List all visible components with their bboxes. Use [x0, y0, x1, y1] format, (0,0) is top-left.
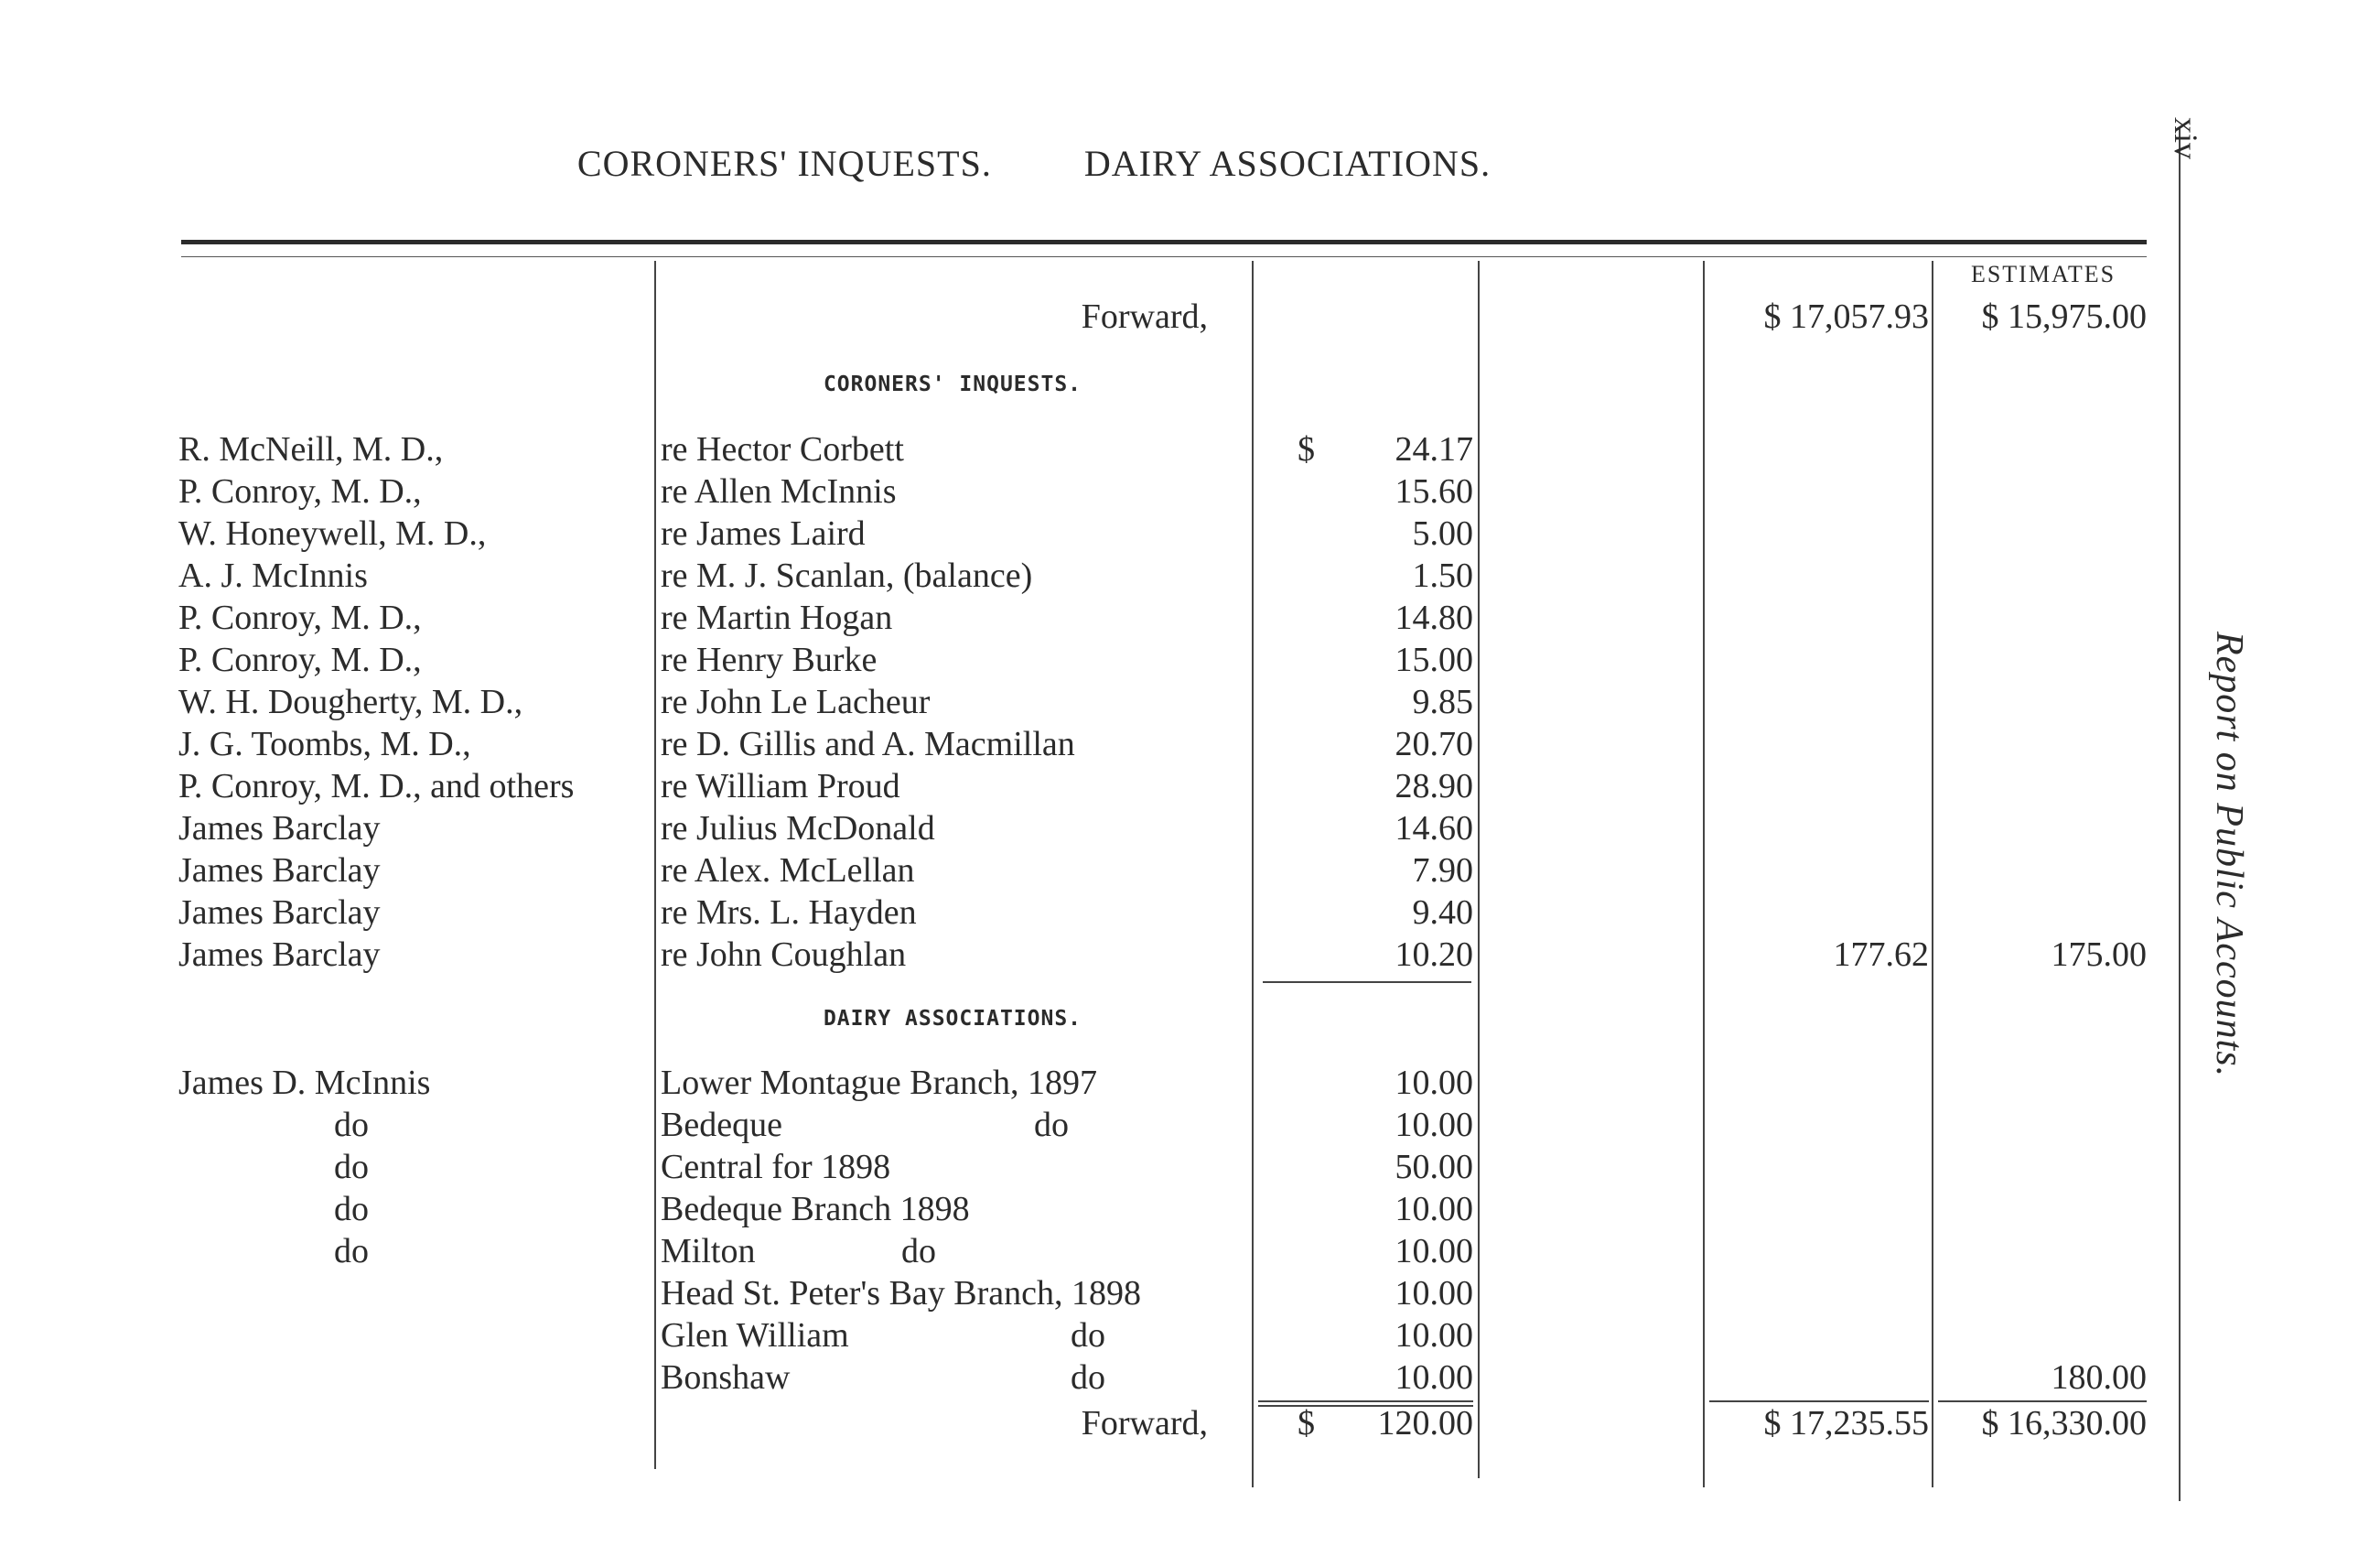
- description: Central for 1898: [661, 1148, 891, 1186]
- amount: 15.60: [1395, 472, 1473, 511]
- payee: A. J. McInnis: [178, 556, 368, 595]
- description: re John Le Lacheur: [661, 683, 931, 721]
- table-row: [0, 765, 2380, 807]
- description: re John Coughlan: [661, 935, 907, 974]
- description: Glen William: [661, 1316, 849, 1355]
- coroners-heading: CORONERS' INQUESTS.: [823, 373, 1082, 396]
- amount: 10.00: [1395, 1106, 1473, 1144]
- description: Head St. Peter's Bay Branch, 1898: [661, 1274, 1142, 1313]
- header-rule-thin: [181, 256, 2147, 257]
- description: Milton: [661, 1232, 756, 1270]
- dairy-estimate: 180.00: [2051, 1358, 2147, 1397]
- description: Lower Montague Branch, 1897: [661, 1064, 1097, 1102]
- amount: 1.50: [1412, 556, 1473, 595]
- amount: 10.00: [1395, 1316, 1473, 1355]
- amount: 5.00: [1412, 514, 1473, 553]
- title-dairy: DAIRY ASSOCIATIONS.: [1083, 143, 1492, 184]
- dairy-heading: DAIRY ASSOCIATIONS.: [823, 1007, 1082, 1031]
- dollar-sign: $: [1298, 430, 1315, 469]
- description: re Mrs. L. Hayden: [661, 893, 917, 932]
- forward-estimate: $ 15,975.00: [1981, 297, 2147, 336]
- amount: 28.90: [1395, 767, 1473, 805]
- description: re M. J. Scanlan, (balance): [661, 556, 1033, 595]
- ditto-mark: do: [1034, 1106, 1069, 1144]
- payee: James Barclay: [178, 809, 381, 848]
- table-row: [0, 555, 2380, 597]
- payee: P. Conroy, M. D.,: [178, 472, 422, 511]
- ditto-mark: do: [1071, 1358, 1105, 1397]
- coroners-estimate: 175.00: [2051, 935, 2147, 974]
- amount: 10.00: [1395, 1274, 1473, 1313]
- forward-amount: 120.00: [1377, 1404, 1473, 1443]
- forward-label: Forward,: [1081, 1404, 1208, 1443]
- amount: 10.00: [1395, 1064, 1473, 1102]
- description: re William Proud: [661, 767, 900, 805]
- description: re Hector Corbett: [661, 430, 904, 469]
- table-row: [0, 1356, 2380, 1399]
- amount: 10.00: [1395, 1358, 1473, 1397]
- table-row: [0, 934, 2380, 976]
- payee: P. Conroy, M. D., and others: [178, 767, 575, 805]
- amount: 15.00: [1395, 641, 1473, 679]
- description: re Julius McDonald: [661, 809, 935, 848]
- dollar-sign: $: [1298, 1404, 1315, 1443]
- payee: James D. McInnis: [178, 1064, 431, 1102]
- table-row: [0, 723, 2380, 765]
- amount: 20.70: [1395, 725, 1473, 763]
- description: re James Laird: [661, 514, 866, 553]
- table-row: [0, 1272, 2380, 1314]
- running-title: Report on Public Accounts.: [2208, 632, 2250, 1078]
- subtotal-rule: [1263, 981, 1471, 983]
- ditto-mark: do: [1071, 1316, 1105, 1355]
- amount: 9.40: [1412, 893, 1473, 932]
- description: re Henry Burke: [661, 641, 878, 679]
- description: re Martin Hogan: [661, 599, 893, 637]
- amount: 50.00: [1395, 1148, 1473, 1186]
- forward-label: Forward,: [1081, 297, 1208, 336]
- payee: James Barclay: [178, 851, 381, 890]
- table-row: [0, 1188, 2380, 1230]
- table-row: [0, 1104, 2380, 1146]
- estimates-header: ESTIMATES: [1970, 261, 2116, 287]
- payee: J. G. Toombs, M. D.,: [178, 725, 471, 763]
- table-row: [0, 807, 2380, 849]
- amount: 14.60: [1395, 809, 1473, 848]
- table-row: [0, 470, 2380, 513]
- amount: 10.20: [1395, 935, 1473, 974]
- forward-row-bottom: [0, 1402, 2380, 1444]
- page-number: xiv: [2168, 117, 2204, 160]
- description: re D. Gillis and A. Macmillan: [661, 725, 1075, 763]
- payee: R. McNeill, M. D.,: [178, 430, 444, 469]
- payee: P. Conroy, M. D.,: [178, 641, 422, 679]
- forward-estimate: $ 16,330.00: [1981, 1404, 2147, 1443]
- table-row: [0, 513, 2380, 555]
- table-row: [0, 597, 2380, 639]
- ditto-mark: do: [901, 1232, 936, 1270]
- forward-row-top: [0, 296, 2380, 338]
- amount: 7.90: [1412, 851, 1473, 890]
- page-title: [0, 142, 2068, 185]
- amount: 10.00: [1395, 1190, 1473, 1228]
- table-row: [0, 639, 2380, 681]
- table-row: [0, 849, 2380, 891]
- payee-ditto: do: [334, 1106, 369, 1144]
- coroners-total: 177.62: [1833, 935, 1929, 974]
- payee: James Barclay: [178, 935, 381, 974]
- table-row: [0, 428, 2380, 470]
- amount: 9.85: [1412, 683, 1473, 721]
- description: Bonshaw: [661, 1358, 791, 1397]
- payee-ditto: do: [334, 1232, 369, 1270]
- amount: 14.80: [1395, 599, 1473, 637]
- table-row: [0, 681, 2380, 723]
- table-row: [0, 891, 2380, 934]
- amount: 10.00: [1395, 1232, 1473, 1270]
- title-coroners: CORONERS' INQUESTS.: [576, 143, 992, 184]
- table-row: [0, 1230, 2380, 1272]
- table-row: [0, 1062, 2380, 1104]
- payee-ditto: do: [334, 1190, 369, 1228]
- payee: James Barclay: [178, 893, 381, 932]
- payee: W. Honeywell, M. D.,: [178, 514, 487, 553]
- header-rule: [181, 240, 2147, 244]
- payee: W. H. Dougherty, M. D.,: [178, 683, 523, 721]
- description: re Alex. McLellan: [661, 851, 915, 890]
- payee: P. Conroy, M. D.,: [178, 599, 422, 637]
- forward-total: $ 17,057.93: [1763, 297, 1929, 336]
- payee-ditto: do: [334, 1148, 369, 1186]
- forward-total: $ 17,235.55: [1763, 1404, 1929, 1443]
- table-row: [0, 1314, 2380, 1356]
- description: re Allen McInnis: [661, 472, 897, 511]
- table-row: [0, 1146, 2380, 1188]
- description: Bedeque: [661, 1106, 782, 1144]
- amount: 24.17: [1395, 430, 1473, 469]
- description: Bedeque Branch 1898: [661, 1190, 970, 1228]
